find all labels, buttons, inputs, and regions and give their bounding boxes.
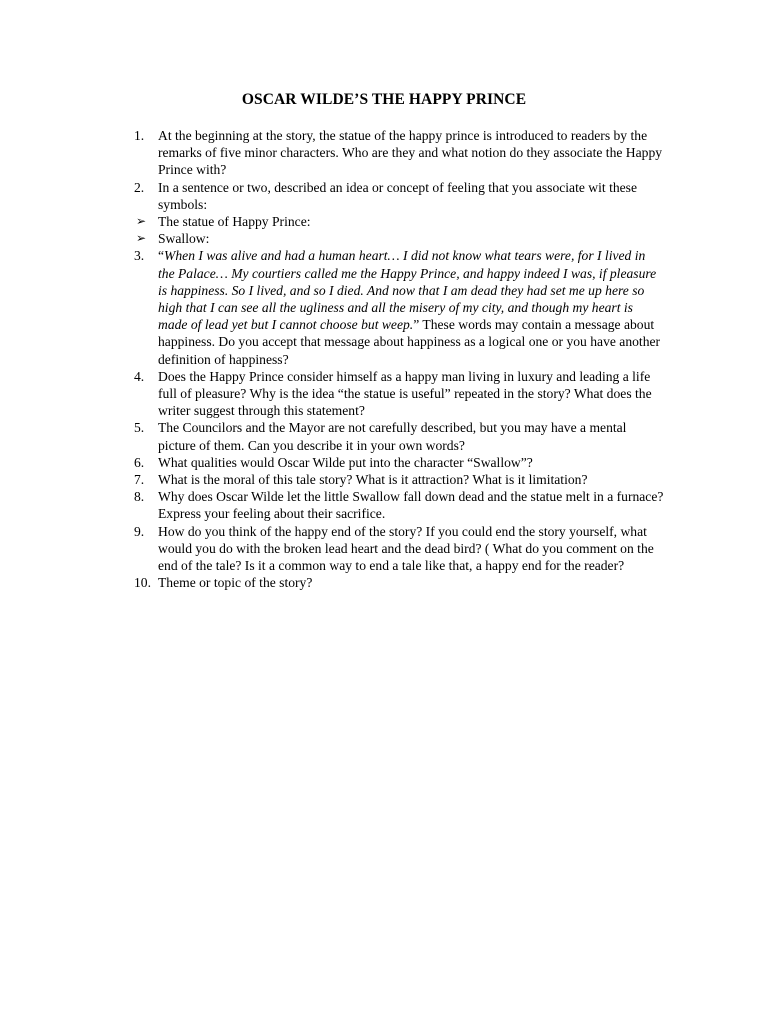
list-item: [134, 471, 664, 488]
question-list: [134, 127, 664, 591]
arrow-bullet-icon: ➢: [136, 214, 147, 229]
question-text-tail: These words may contain a message about happiness. Do you accept that message about happiness as a logical one or you have another definition of happiness?: [158, 317, 661, 367]
list-item: [134, 574, 664, 591]
list-item: [134, 523, 664, 575]
list-item: [134, 230, 664, 247]
list-number: 7.: [134, 472, 145, 488]
list-item: [134, 127, 664, 179]
list-number: 6.: [134, 454, 145, 470]
list-number: 5.: [134, 420, 145, 436]
list-number: 2.: [134, 179, 145, 195]
question-text: [158, 247, 664, 367]
question-text: Does the Happy Prince consider himself as a happy man living in luxury and leading a life full of pleasure? Why is the idea “the statue is useful” repeated in the story? What does the writer suggest through this statement?: [158, 368, 652, 419]
list-item: [134, 368, 664, 420]
arrow-bullet-icon: ➢: [136, 231, 147, 246]
symbol-text: The statue of Happy Prince:: [158, 214, 311, 230]
question-text: Why does Oscar Wilde let the little Swallow fall down dead and the statue melt in a furnace? Express your feeling about their sacrifice.: [158, 489, 664, 522]
list-item: [134, 213, 664, 230]
list-number: 8.: [134, 489, 145, 505]
question-text: The Councilors and the Mayor are not carefully described, but you may have a mental picture of them. Can you describe it in your own words?: [158, 420, 627, 453]
list-number: 1.: [134, 128, 145, 143]
question-text: How do you think of the happy end of the story? If you could end the story yourself, what would you do with the broken lead heart and the dead bird? ( What do you comment on the end of the tale? Is it a common way to end a tale like that, a happy end for the reader?: [158, 523, 654, 574]
quote-italic-text: When I was alive and had a human heart… I did not know what tears were, for I lived in the Palace… My courtiers called me the Happy Prince, and happy indeed I was, if pleasure is happiness. So I lived, and so I died. And now that I am dead they had set me up here so high that I can see all the ugliness and all the misery of my city, and though my heart is made of lead yet but I cannot choose but weep.: [158, 248, 657, 333]
question-text: In a sentence or two, described an idea or concept of feeling that you associate wit these symbols:: [158, 179, 637, 212]
list-item: [134, 488, 664, 522]
list-item: [134, 419, 664, 453]
list-number: 3.: [134, 248, 145, 264]
symbol-text: Swallow:: [158, 231, 210, 247]
list-number: 10.: [134, 575, 151, 591]
quote-close-mark: ”: [413, 317, 420, 333]
question-text: At the beginning at the story, the statue of the happy prince is introduced to readers by the remarks of five minor characters. Who are they and what notion do they associate the Happy Prince with?: [158, 128, 663, 178]
list-item: [134, 179, 664, 213]
list-item: [134, 454, 664, 471]
list-number: 9.: [134, 523, 145, 539]
list-item: [134, 247, 664, 367]
list-number: 4.: [134, 368, 145, 384]
document-title: OSCAR WILDE’S THE HAPPY PRINCE: [241, 91, 527, 108]
question-text: What qualities would Oscar Wilde put into the character “Swallow”?: [158, 454, 533, 470]
question-text: Theme or topic of the story?: [158, 575, 313, 591]
quote-open-mark: “: [158, 248, 165, 264]
question-text: What is the moral of this tale story? What is it attraction? What is it limitation?: [158, 472, 588, 488]
